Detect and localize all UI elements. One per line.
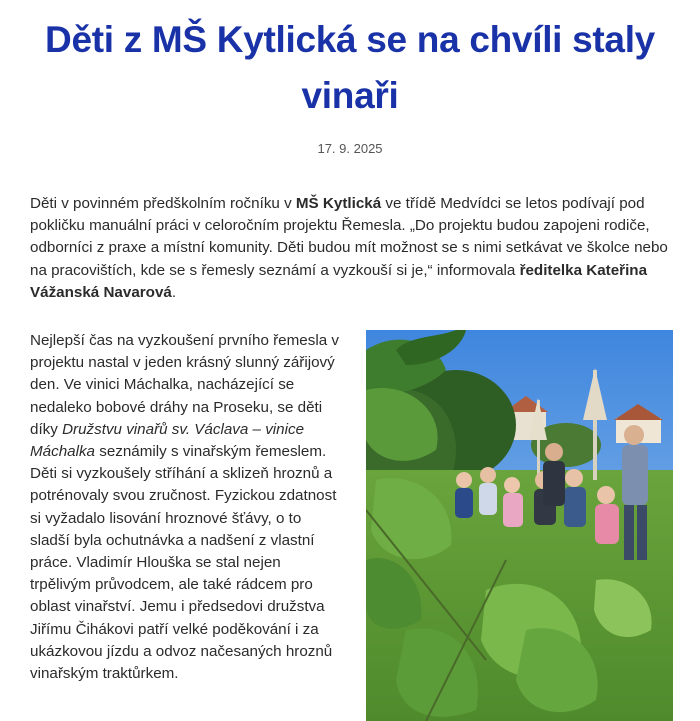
- vineyard-children-photo-icon: [366, 330, 673, 721]
- school-name-bold: MŠ Kytlická: [295, 195, 382, 212]
- intro-paragraph: [30, 193, 670, 304]
- vineyard-photo[interactable]: [366, 330, 673, 721]
- intro-text-1: Děti v povinném předškolním ročníku v: [30, 195, 296, 212]
- publish-date: 17. 9. 2025: [317, 141, 383, 156]
- story-section: [30, 330, 673, 721]
- article: [0, 12, 700, 721]
- director-name-bold: ředitelka Kateřina Vážanská Navarová: [30, 261, 648, 301]
- story-text-1: Nejlepší čas na vyzkoušení prvního řemesla v projektu nastal v jeden krásný slunný zářijový den. Ve vinici Máchalka, nacházející se nedaleko bobové dráhy na Proseku, se děti díky: [30, 332, 339, 438]
- winery-name-italic: Družstvu vinařů sv. Václava – vinice Máchalka: [30, 420, 305, 461]
- intro-text-2: ve třídě Medvídci se letos podívají pod pokličku manuální práci v celoročním projektu Řemesla. „Do projektu budou zapojeni rodiče, odborníci z praxe a místní komunity. Děti budou mít možnost se s nimi setkávat ve školce nebo na pracovištích, kde se s řemesly seznámí a vyzkouší si je,“ informovala: [30, 195, 668, 279]
- story-paragraph: [30, 330, 342, 685]
- page-title: Děti z MŠ Kytlická se na chvíli staly vinaři: [45, 19, 655, 116]
- story-text-2: seznámily s vinařským řemeslem. Děti si vyzkoušely stříhání a sklizeň hroznů a potrénovaly svou zručnost. Fyzickou zdatnost si vyžadalo lisování hroznové šťávy, o to sladší byla ochutnávka a nadšení z vlastní práce. Vladimír Hlouška se stal nejen trpělivým průvodcem, ale také rádcem pro oblast vinařství. Jemu i předsedovi družstva Jiřímu Čihákovi patří velké poděkování i za ukázkovou jízdu a odvoz načesaných hroznů vinařským traktůrkem.: [30, 443, 337, 683]
- intro-text-3: .: [171, 283, 177, 301]
